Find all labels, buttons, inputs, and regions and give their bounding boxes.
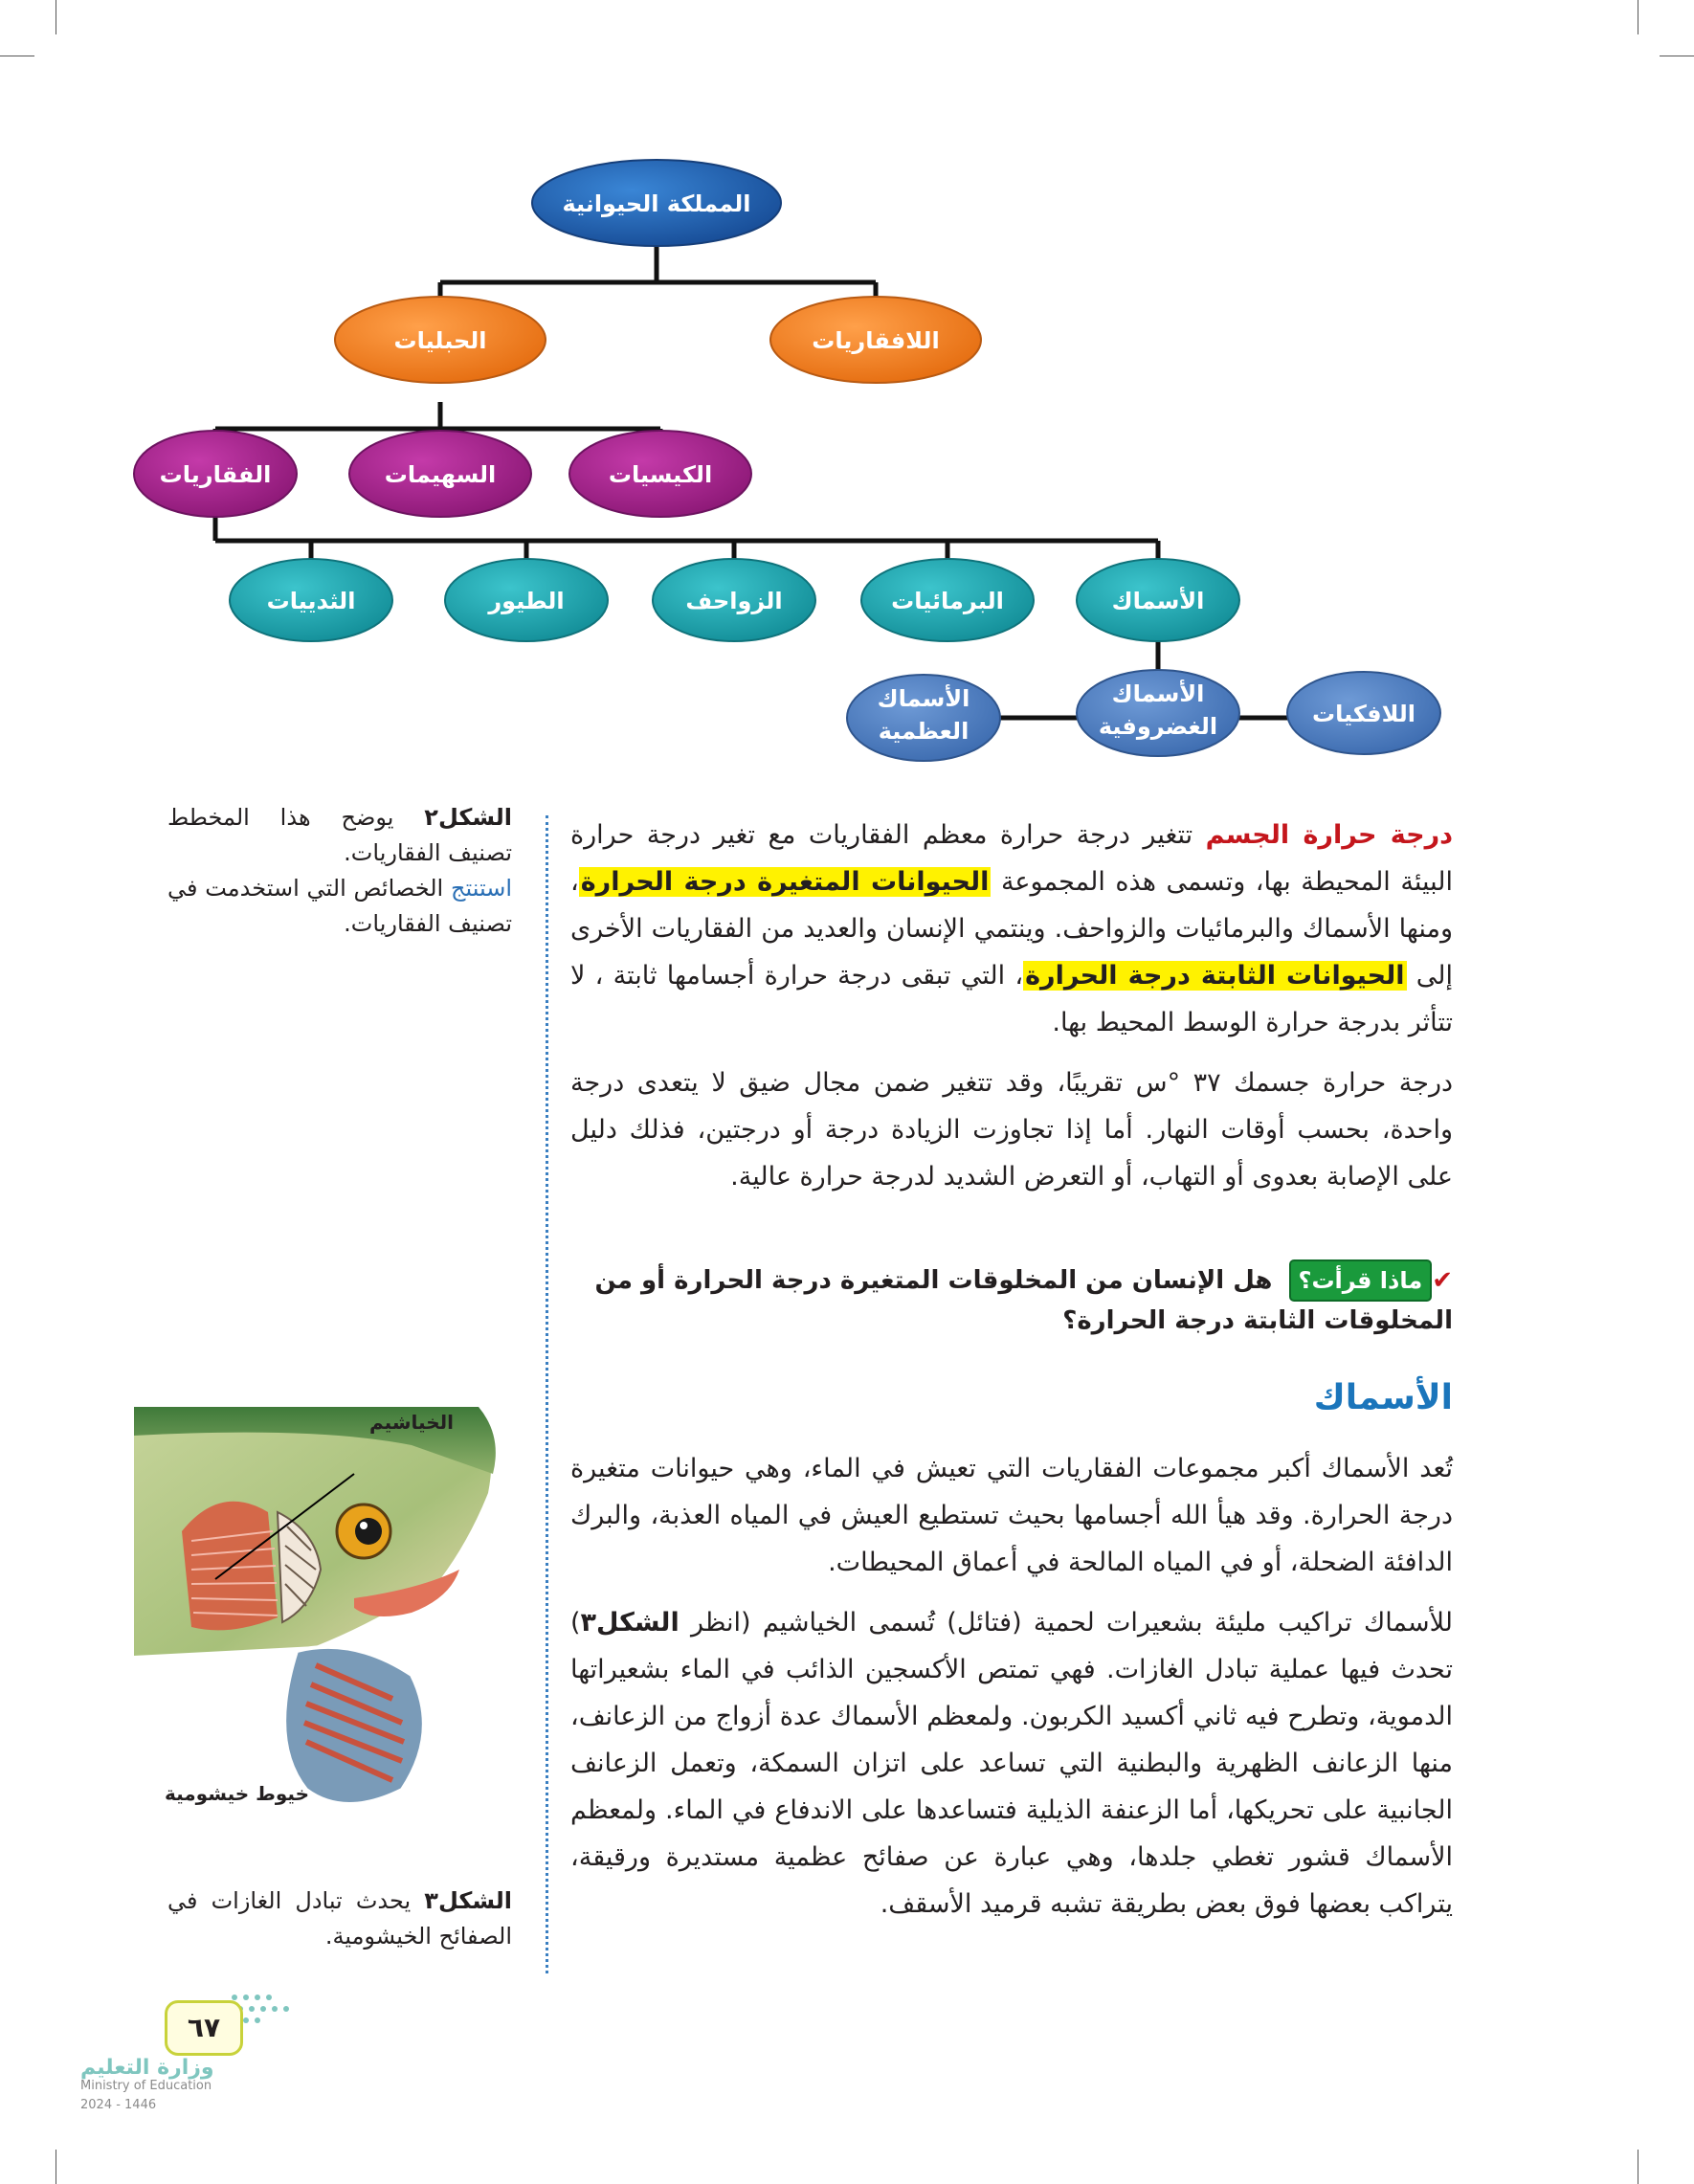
node-label: الأسماك [877, 685, 970, 712]
reading-check-badge: ماذا قرأت؟ [1289, 1259, 1433, 1302]
node-label: الأسماك [1111, 680, 1205, 707]
fish-paragraph-1: تُعد الأسماك أكبر مجموعات الفقاريات التي تعيش في الماء، وهي حيوانات متغيرة درجة الحرارة. وقد هيأ الله أجسامها بحيث تستطيع العيش في المياه العذبة، والبرك الدافئة الضحلة، أو في المياه المالحة في أعماق المحيطات. [570, 1454, 1453, 1577]
highlight-term: الحيوانات الثابتة درجة الحرارة [1025, 961, 1405, 991]
column-separator [546, 815, 548, 1973]
body-temp-paragraph-2: درجة حرارة جسمك ٣٧ °س تقريبًا، وقد تتغير ضمن مجال ضيق لا يتعدى درجة واحدة، بحسب أوقات النهار. أما إذا تجاوزت الزيادة درجة أو درجتين، فذلك دليل على الإصابة بعدوى أو التهاب، أو التعرض الشديد لدرجة حرارة عالية. [570, 1068, 1454, 1192]
classification-diagram [0, 0, 1694, 766]
gills-label: الخياشيم [369, 1411, 454, 1434]
diagram-node-cartilaginous-fish [1077, 670, 1239, 756]
ministry-logo-text: وزارة التعليم [80, 2056, 214, 2080]
node-label: العظمية [878, 718, 970, 745]
figure3-reference: الشكل٣ [580, 1608, 680, 1638]
node-label: الزواحف [685, 588, 783, 614]
infer-text: الخصائص التي استخدمت في تصنيف الفقاريات. [167, 875, 512, 937]
text-segment: ) تحدث فيها عملية تبادل الغازات. فهي تمتص الأكسجين الذائب في الماء بشعيراتها الدموية، وتطرح فيه ثاني أكسيد الكربون. ولمعظم الأسماك عدة أزواج من الزعانف، منها الزعانف الظهرية والبطنية التي تساعد على اتزان السمكة، وتعمل الزعانف الجانبية على تحريكها، أما الزعنفة الذيلية فتساعدها على الاندفاع في الماء. ولمعظم الأسماك قشور تغطي جلدها، وهي عبارة عن صفائح عظمية مستديرة ورقيقة، يتراكب بعضها فوق بعض بطريقة تشبه قرميد الأسقف. [570, 1608, 1453, 1919]
figure2-description: يوضح هذا المخطط تصنيف الفقاريات. [167, 804, 512, 866]
node-label: اللافكيات [1311, 701, 1416, 727]
figure2-title: الشكل٢ [424, 804, 512, 831]
figure3-title: الشكل٣ [424, 1887, 512, 1914]
reading-check-question: هل الإنسان من المخلوقات المتغيرة درجة الحرارة أو من المخلوقات الثابتة درجة الحرارة؟ [594, 1266, 1453, 1335]
figure2-infer [167, 871, 512, 942]
diagram-node-mammals [230, 559, 392, 641]
fish-column [570, 1445, 1453, 1941]
diagram-node-fish [1077, 559, 1239, 641]
body-temp-paragraph [570, 812, 1453, 1046]
fish-section-title: الأسماك [1313, 1378, 1453, 1417]
diagram-node-reptiles [653, 559, 815, 641]
text-segment: ، التي تبقى درجة حرارة أجسامها ثابتة ، لا تتأثر بدرجة حرارة الوسط المحيط بها. [570, 961, 1453, 1037]
main-column [570, 812, 1453, 1214]
diagram-node-amphibians [861, 559, 1034, 641]
diagram-node-cephalochordates [349, 431, 531, 517]
body-temp-heading: درجة حرارة الجسم [1205, 820, 1453, 850]
diagram-node-invertebrates [770, 297, 981, 383]
fish-gills-illustration [124, 1407, 526, 1818]
node-label: الطيور [488, 588, 565, 614]
diagram-node-tunicates [569, 431, 751, 517]
edition-year: 2024 - 1446 [80, 2098, 157, 2112]
diagram-node-vertebrates [134, 431, 297, 517]
diagram-node-bony-fish [847, 675, 1000, 761]
ministry-english: Ministry of Education [80, 2079, 212, 2093]
node-label: الأسماك [1111, 588, 1205, 614]
diagram-node-chordates [335, 297, 546, 383]
figure3-description: يحدث تبادل الغازات في الصفائح الخيشومية. [167, 1887, 512, 1950]
reading-check [570, 1259, 1453, 1340]
fish-paragraph-2 [570, 1599, 1453, 1928]
text-segment: ، ومنها الأسماك والبرمائيات والزواحف. وينتمي الإنسان والعديد من الفقاريات الأخرى إلى [570, 867, 1453, 991]
infer-label: استنتج [450, 875, 512, 902]
node-label: الحبليات [393, 327, 487, 354]
node-label: اللافقاريات [812, 327, 940, 354]
node-label: المملكة الحيوانية [562, 190, 751, 217]
node-label: الكيسيات [608, 461, 713, 488]
diagram-node-jawless-fish [1287, 672, 1440, 754]
figure2-caption [167, 800, 512, 942]
diagram-node-birds [445, 559, 608, 641]
node-label: السهيمات [384, 461, 497, 488]
node-label: البرمائيات [891, 588, 1004, 614]
page-number: ٦٧ [165, 2000, 243, 2056]
highlight-term: الحيوانات المتغيرة درجة الحرارة [580, 867, 990, 897]
figure3-caption [167, 1883, 512, 1954]
gill-filaments-label: خيوط خيشومية [165, 1782, 309, 1805]
figure2-text [167, 800, 512, 871]
node-label: الفقاريات [159, 461, 272, 488]
text-segment: تتغير درجة حرارة معظم الفقاريات مع تغير درجة حرارة البيئة المحيطة بها، وتسمى هذه المجموعة [570, 820, 1453, 897]
node-label: الغضروفية [1098, 713, 1218, 740]
check-icon: ✔ [1432, 1266, 1453, 1295]
diagram-node-root [532, 160, 781, 246]
node-label: الثدييات [266, 588, 356, 614]
text-segment: للأسماك تراكيب مليئة بشعيرات لحمية (فتائل) تُسمى الخياشيم (انظر [690, 1608, 1453, 1638]
